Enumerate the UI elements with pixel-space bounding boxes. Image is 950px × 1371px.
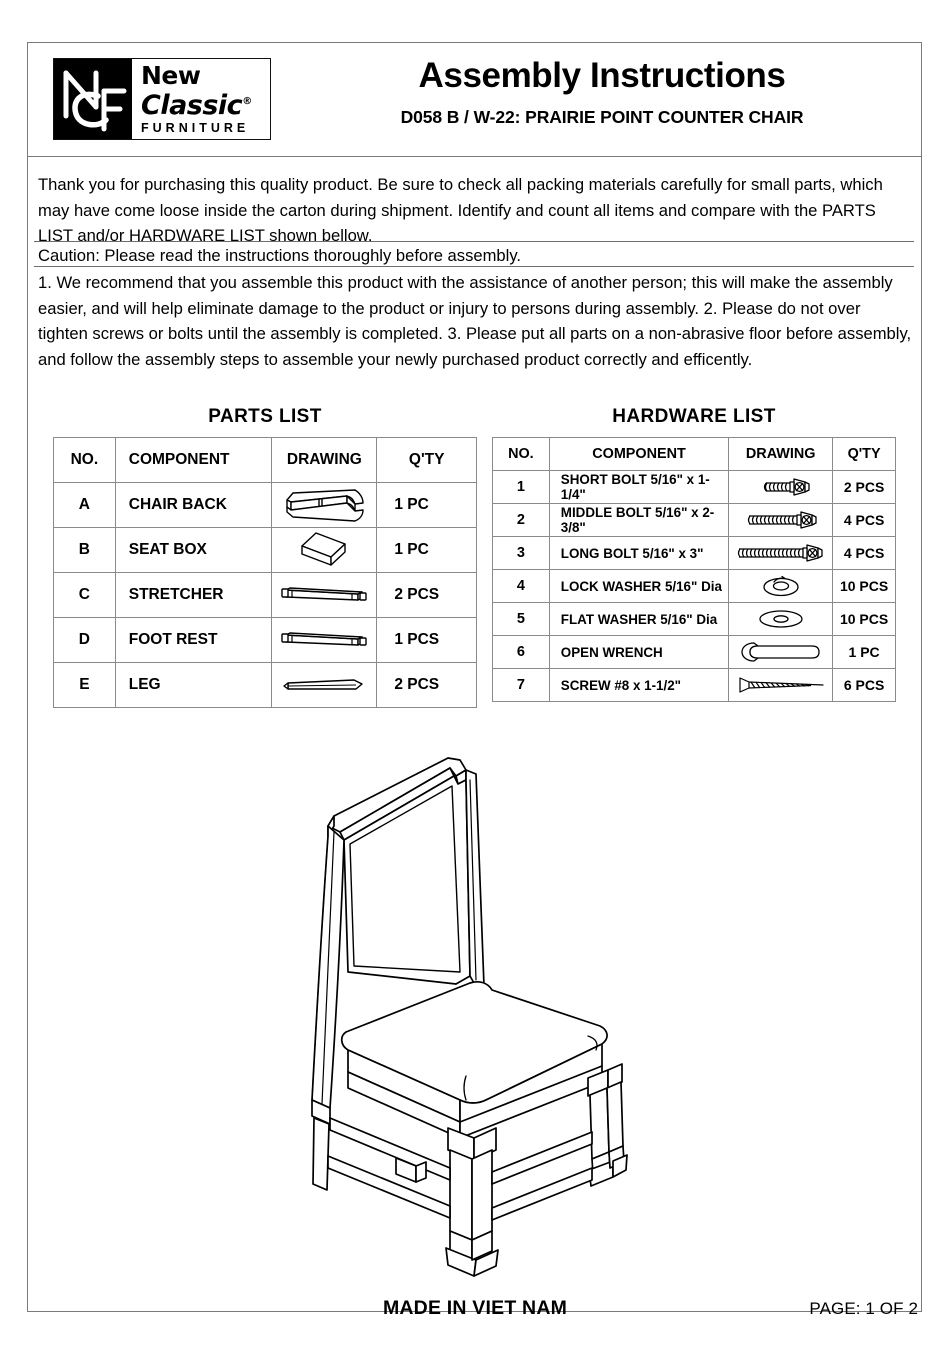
counter-chair-assembled-drawing — [270, 740, 690, 1285]
parts-row-no: A — [54, 483, 116, 528]
parts-row-name: CHAIR BACK — [115, 483, 272, 528]
hardware-row-qty: 10 PCS — [833, 603, 896, 636]
parts-list-table — [53, 437, 477, 708]
parts-row-name: SEAT BOX — [115, 528, 272, 573]
table-row — [493, 504, 896, 537]
assembly-notes: 1. We recommend that you assemble this product with the assistance of another person; this will make the assembly easier, and will help eliminate damage to the product or injury to persons during assembly. 2. Please do not over tighten screws or bolts until the assembly is completed. 3. Please put all parts on a non-abrasive floor before assembly, and follow the assembly steps to assemble your newly purchased product correctly and efficently. — [38, 273, 912, 369]
hardware-list-title: HARDWARE LIST — [612, 406, 776, 427]
hardware-header-row — [493, 438, 896, 471]
hardware-row-qty: 1 PC — [833, 636, 896, 669]
parts-row-qty: 2 PCS — [377, 663, 477, 708]
hardware-row-qty: 2 PCS — [833, 471, 896, 504]
table-row — [54, 483, 477, 528]
parts-row-no: E — [54, 663, 116, 708]
registered-mark-icon: ® — [242, 95, 252, 107]
hardware-row-qty: 4 PCS — [833, 537, 896, 570]
table-row — [493, 603, 896, 636]
brand-wordmark — [132, 59, 270, 139]
caution-text: Caution: Please read the instructions thoroughly before assembly. — [38, 246, 522, 265]
hardware-row-name: LONG BOLT 5/16" x 3" — [549, 537, 728, 570]
hardware-row-no: 4 — [493, 570, 550, 603]
hardware-row-no: 3 — [493, 537, 550, 570]
hardware-row-no: 6 — [493, 636, 550, 669]
open-wrench-icon — [729, 636, 833, 669]
hardware-row-qty: 4 PCS — [833, 504, 896, 537]
hardware-row-name: SHORT BOLT 5/16" x 1-1/4" — [549, 471, 728, 504]
parts-col-no: NO. — [54, 438, 116, 483]
parts-row-no: B — [54, 528, 116, 573]
leg-icon — [272, 663, 377, 708]
table-row — [493, 471, 896, 504]
hardware-row-name: MIDDLE BOLT 5/16" x 2-3/8" — [549, 504, 728, 537]
hardware-row-name: LOCK WASHER 5/16" Dia — [549, 570, 728, 603]
lock-washer-icon — [729, 570, 833, 603]
hardware-row-no: 7 — [493, 669, 550, 702]
parts-row-name: LEG — [115, 663, 272, 708]
page-number: PAGE: 1 OF 2 — [809, 1299, 918, 1318]
parts-list-block — [53, 406, 477, 708]
parts-row-qty: 1 PC — [377, 528, 477, 573]
table-row — [54, 663, 477, 708]
hardware-col-component: COMPONENT — [549, 438, 728, 471]
caution-divider-bottom — [34, 266, 914, 267]
parts-col-drawing: DRAWING — [272, 438, 377, 483]
seat-box-icon — [272, 528, 377, 573]
parts-row-name: STRETCHER — [115, 573, 272, 618]
brand-logo — [53, 58, 271, 140]
table-row — [493, 570, 896, 603]
long-bolt-icon — [729, 537, 833, 570]
table-row — [493, 669, 896, 702]
parts-header-row — [54, 438, 477, 483]
brand-line-new: New — [141, 60, 201, 90]
hardware-row-qty: 6 PCS — [833, 669, 896, 702]
screw-icon — [729, 669, 833, 702]
hardware-col-no: NO. — [493, 438, 550, 471]
hardware-col-qty: Q'TY — [833, 438, 896, 471]
title-block — [297, 54, 907, 129]
stretcher-icon — [272, 573, 377, 618]
ncf-monogram-icon — [54, 59, 132, 139]
made-in-label: MADE IN VIET NAM — [382, 1297, 568, 1319]
hardware-row-name: OPEN WRENCH — [549, 636, 728, 669]
page-title: Assembly Instructions — [418, 56, 786, 95]
parts-row-no: D — [54, 618, 116, 663]
parts-row-qty: 1 PCS — [377, 618, 477, 663]
table-row — [54, 528, 477, 573]
parts-row-no: C — [54, 573, 116, 618]
table-row — [493, 537, 896, 570]
hardware-row-no: 5 — [493, 603, 550, 636]
hardware-list-block — [492, 406, 896, 702]
hardware-row-no: 2 — [493, 504, 550, 537]
chair-back-icon — [272, 483, 377, 528]
parts-list-title: PARTS LIST — [208, 406, 322, 427]
table-row — [493, 636, 896, 669]
caution-divider-top — [34, 241, 914, 242]
brand-line-furniture: FURNITURE — [141, 120, 250, 135]
hardware-row-name: SCREW #8 x 1-1/2" — [549, 669, 728, 702]
hardware-list-table — [492, 437, 896, 702]
flat-washer-icon — [729, 603, 833, 636]
parts-row-name: FOOT REST — [115, 618, 272, 663]
hardware-col-drawing: DRAWING — [729, 438, 833, 471]
page-subtitle: D058 B / W-22: PRAIRIE POINT COUNTER CHAIR — [400, 107, 804, 127]
hardware-row-no: 1 — [493, 471, 550, 504]
hardware-row-qty: 10 PCS — [833, 570, 896, 603]
parts-row-qty: 1 PC — [377, 483, 477, 528]
table-row — [54, 573, 477, 618]
parts-row-qty: 2 PCS — [377, 573, 477, 618]
document-header — [27, 42, 922, 157]
parts-col-component: COMPONENT — [115, 438, 272, 483]
middle-bolt-icon — [729, 504, 833, 537]
short-bolt-icon — [729, 471, 833, 504]
intro-paragraph: Thank you for purchasing this quality product. Be sure to check all packing materials carefully for small parts, which may have come loose inside the carton during shipment. Identify and count all items and compare with the PARTS LIST and/or HARDWARE LIST shown bellow. — [38, 175, 883, 245]
table-row — [54, 618, 477, 663]
parts-col-qty: Q'TY — [377, 438, 477, 483]
foot-rest-icon — [272, 618, 377, 663]
brand-line-classic: Classic® — [141, 89, 252, 121]
hardware-row-name: FLAT WASHER 5/16" Dia — [549, 603, 728, 636]
